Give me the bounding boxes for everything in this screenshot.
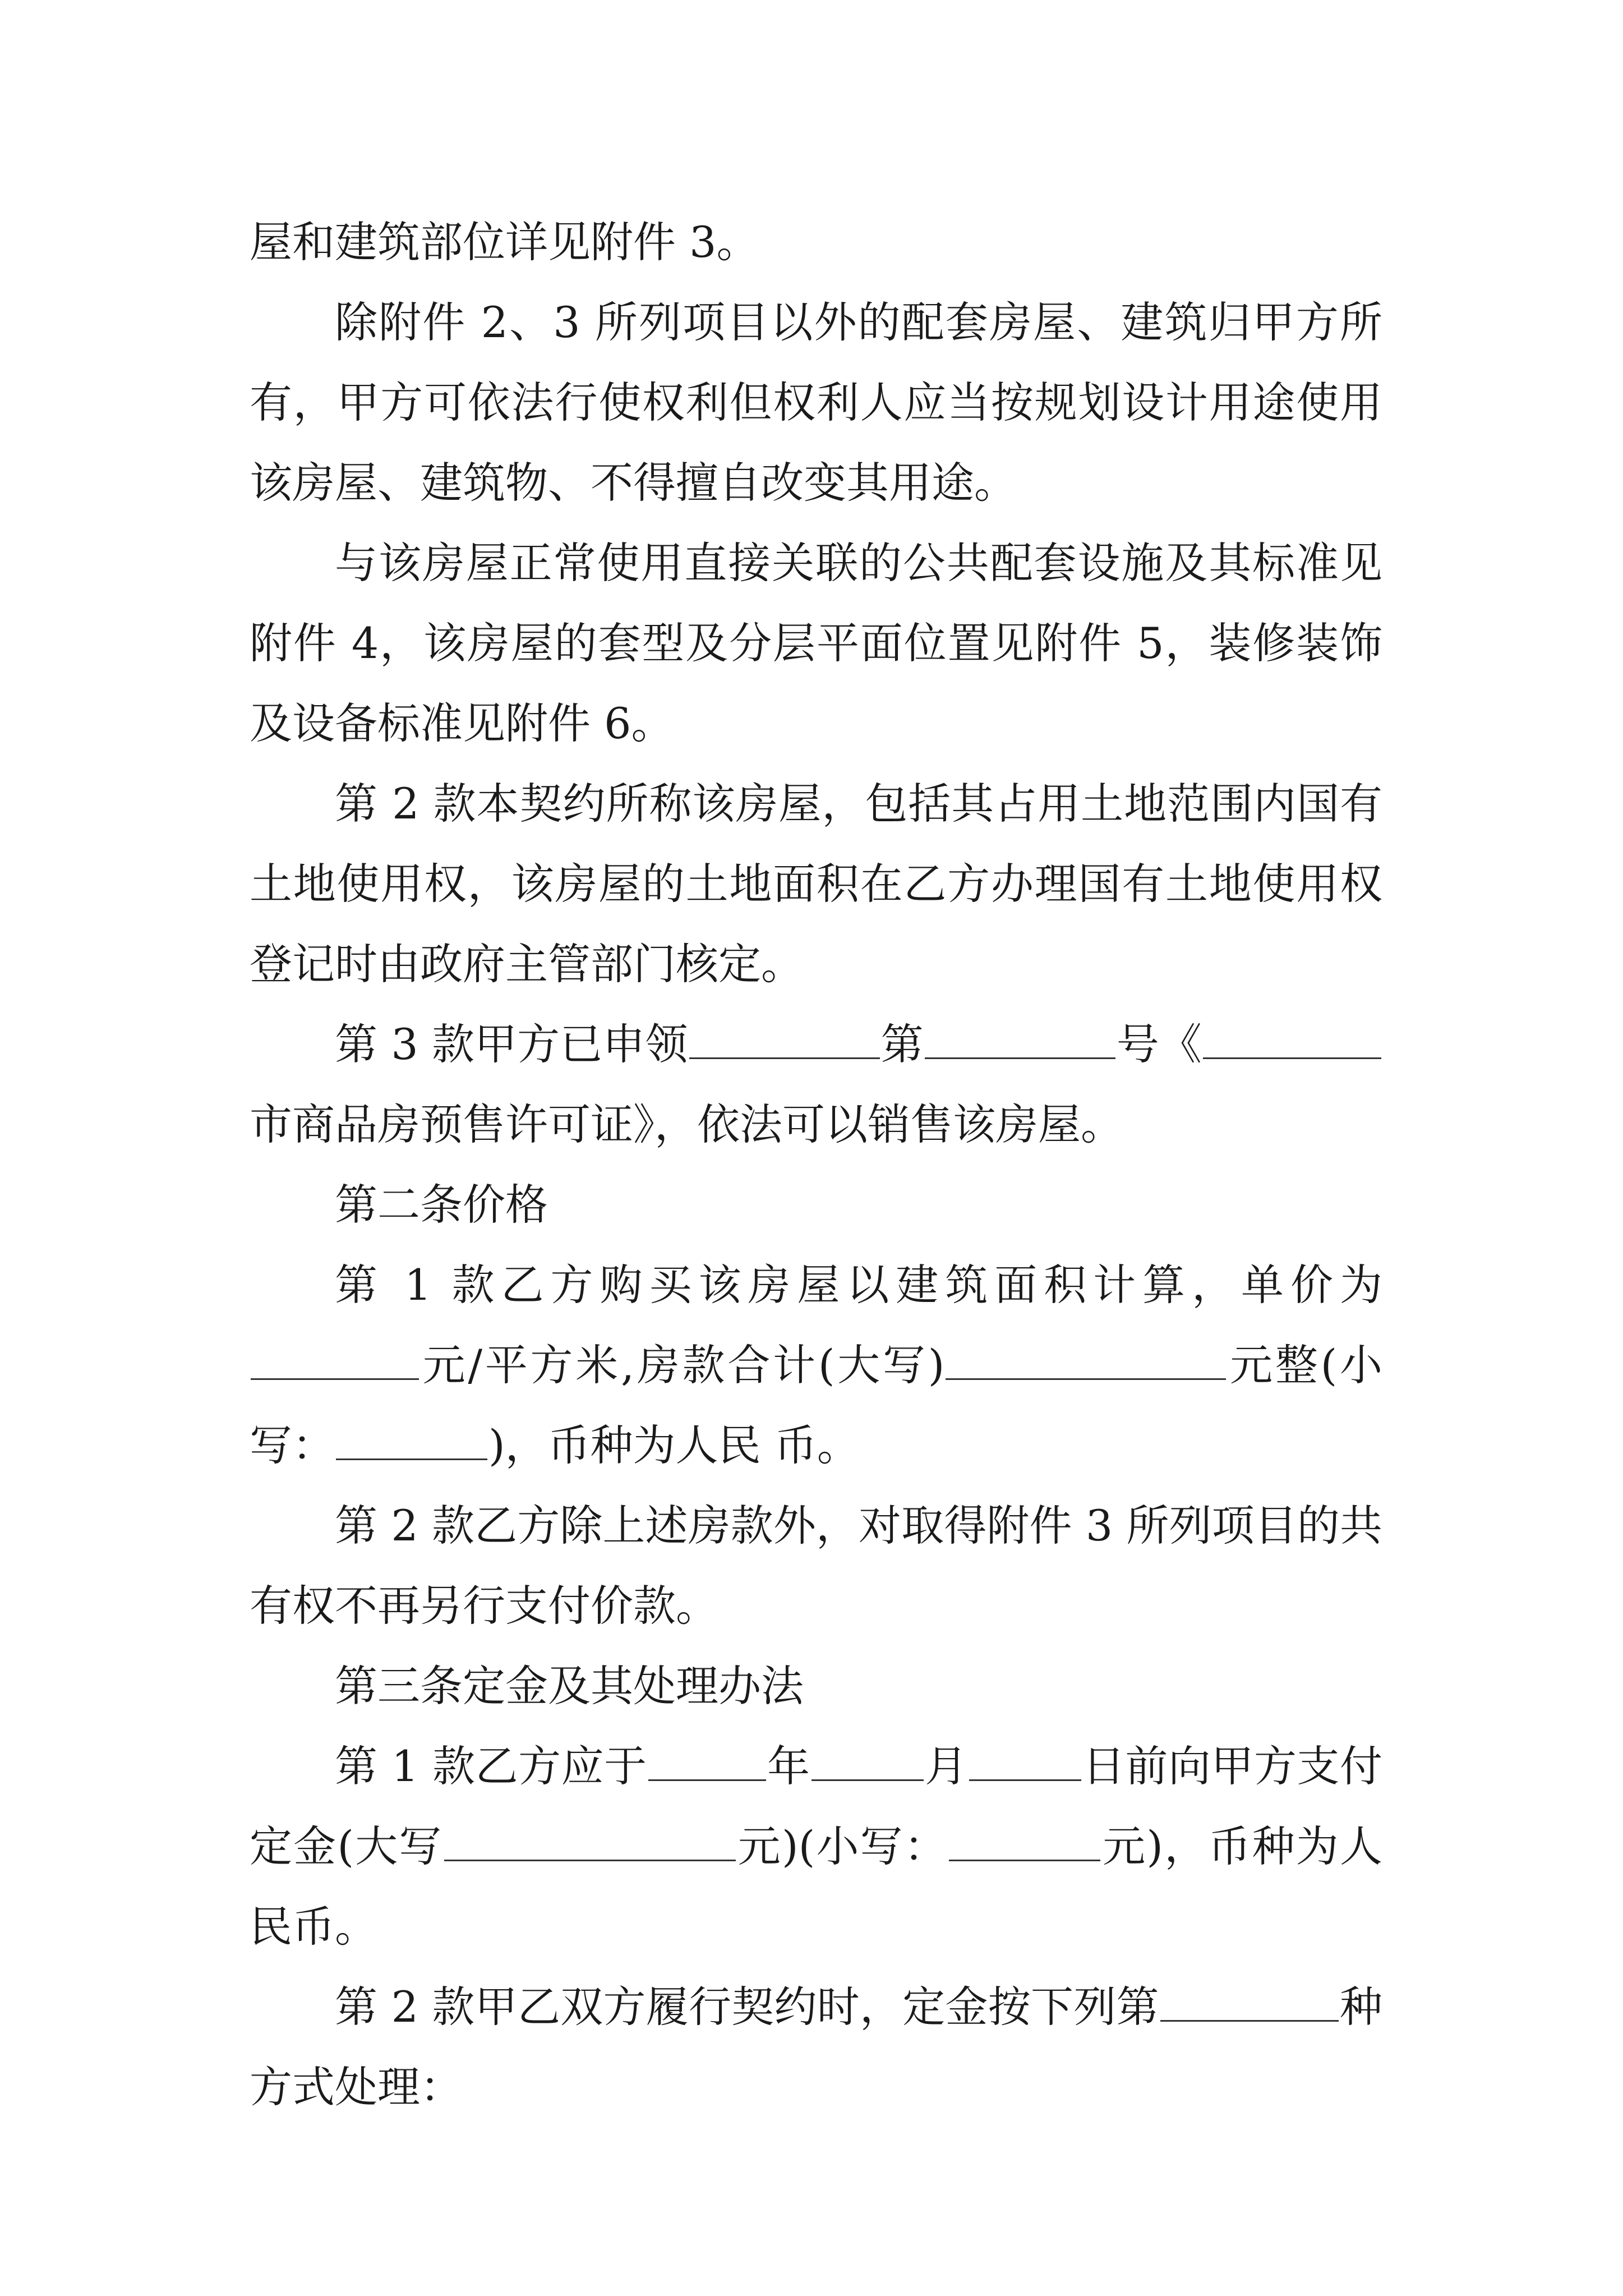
fill-blank[interactable] (251, 1341, 419, 1380)
text-segment: 第 1 款乙方应于 (335, 1741, 647, 1791)
text-segment: 月 (924, 1741, 968, 1791)
paragraph-clause-3-presale-permit (250, 1004, 1382, 1165)
fill-blank[interactable] (925, 1020, 1115, 1059)
fill-blank[interactable] (689, 1020, 880, 1059)
fill-blank[interactable] (949, 1823, 1100, 1861)
contract-body (250, 202, 1382, 2127)
paragraph-clause-2-land: 第 2 款本契约所称该房屋，包括其占用土地范围内国有土地使用权，该房屋的土地面积在乙方办理国有土地使用权登记时由政府主管部门核定。 (250, 779, 1382, 989)
paragraph-deposit-clause-1 (250, 1726, 1382, 1967)
text-segment: 第 3 款甲方已申领 (335, 1019, 688, 1069)
paragraph-price-clause-1 (250, 1245, 1382, 1485)
fill-blank[interactable] (1203, 1020, 1381, 1059)
fill-blank[interactable] (811, 1742, 924, 1781)
text-segment: 元/平方米,房款合计(大写) (420, 1340, 945, 1390)
fill-blank[interactable] (1160, 1983, 1339, 2022)
text-segment: 第 (880, 1019, 924, 1069)
fill-blank[interactable] (336, 1421, 487, 1460)
paragraph-deposit-clause-2 (250, 1967, 1382, 2127)
paragraph-attachment-3: 屋和建筑部位详见附件 3。 (250, 217, 759, 267)
text-segment: 第 1 款乙方购买该房屋以建筑面积计算，单价为 (335, 1260, 1382, 1310)
text-segment: 元整(小写： (250, 1340, 1382, 1470)
text-segment: 市商品房预售许可证》，依法可以销售该房屋。 (250, 1099, 1123, 1149)
heading-article-2-price: 第二条价格 (335, 1180, 548, 1230)
text-segment: 日前向甲方支付定金(大写 (250, 1741, 1383, 1871)
text-segment: 号《 (1116, 1019, 1202, 1069)
text-segment: 第 2 款甲乙双方履行契约时，定金按下列第 (335, 1982, 1159, 2032)
text-segment: 年 (767, 1741, 810, 1791)
text-segment: 种方式处理： (250, 1982, 1383, 2112)
paragraph-ancillary-buildings: 除附件 2、3 所列项目以外的配套房屋、建筑归甲方所有，甲方可依法行使权利但权利人应当按规划设计用途使用该房屋、建筑物、不得擅自改变其用途。 (250, 297, 1382, 508)
fill-blank[interactable] (648, 1742, 766, 1781)
paragraph-price-clause-2: 第 2 款乙方除上述房款外，对取得附件 3 所列项目的共有权不再另行支付价款。 (250, 1501, 1382, 1631)
paragraph-public-facilities: 与该房屋正常使用直接关联的公共配套设施及其标准见附件 4，该房屋的套型及分层平面位置见附件 5，装修装饰及设备标准见附件 6。 (250, 538, 1382, 748)
heading-article-3-deposit: 第三条定金及其处理办法 (335, 1661, 804, 1711)
text-segment: 元)，币种为人民币。 (250, 1821, 1382, 1952)
fill-blank[interactable] (946, 1341, 1226, 1380)
text-segment: )，币种为人民 币。 (488, 1420, 860, 1470)
fill-blank[interactable] (969, 1742, 1081, 1781)
text-segment: 元)(小写： (736, 1821, 948, 1871)
fill-blank[interactable] (444, 1823, 736, 1861)
